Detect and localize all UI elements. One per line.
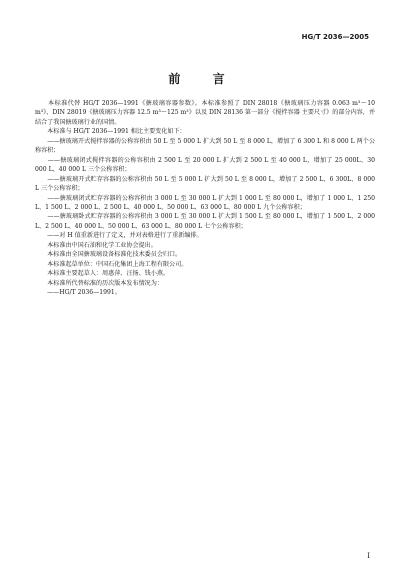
document-code: HG/T 2036—2005	[301, 33, 369, 41]
page-number: I	[367, 552, 370, 560]
paragraph-drafters: 本标准主要起草人：周惠萍、汪扬、钱小燕。	[35, 270, 170, 278]
paragraph-proposed-by: 本标准由中国石油和化学工业协会提出。	[35, 241, 157, 249]
paragraph-replaces: 本标准代替 HG/T 2036—1991《搪玻璃容器参数》。本标准参照了 DIN 28018《搪玻璃压力容器 0.063 m³～10 m³》、DIN 28019《搪玻璃压力容器 12.5 m³～125 m³》以及 DIN 28136 第一部分《搅拌容器 主要尺寸》的部分内容，并结合了我国搪玻璃行业的国情。	[35, 100, 375, 126]
change-item-open-agitated: ——搪玻璃开式搅拌容器的公称容积由 50 L 至 5 000 L 扩大到 50 L 至 8 000 L，增加了 6 300 L 和 8 000 L 两个公称容积；	[35, 137, 375, 155]
foreword-body	[35, 99, 375, 298]
change-item-horizontal-storage: ——搪玻璃卧式贮存容器的公称容积由 3 000 L 至 30 000 L 扩大到 1 500 L 至 80 000 L，增加了 1 500 L、2 000 L、2 500 L、40 000 L、50 000 L、63 000 L、80 000 L 七个公称容积；	[35, 213, 375, 230]
change-item-closed-agitated: ——搪玻璃闭式搅拌容器的公称容积由 2 500 L 至 20 000 L 扩大到 2 500 L 至 40 000 L，增加了 25 000L、30 000 L、40 000 L 三个公称容积；	[35, 156, 375, 174]
paragraph-changes-intro: 本标准与 HG/T 2036—1991 相比主要变化如下：	[35, 128, 186, 136]
paragraph-under-jurisdiction: 本标准由全国搪玻璃设备标准化技术委员会归口。	[35, 251, 182, 259]
paragraph-drafting-unit: 本标准起草单位：中国石化集团上海工程有限公司。	[35, 260, 188, 268]
change-item-closed-storage: ——搪玻璃闭式贮存容器的公称容积由 3 000 L 至 30 000 L 扩大到 1 000 L 至 80 000 L，增加了 1 000 L、1 250 L、1 500 L、2 000 L、2 500 L、40 000 L、50 000 L、63 000 L、80 000 L 九个公称容积；	[35, 194, 375, 211]
paragraph-history-intro: 本标准所代替标准的历次版本发布情况为：	[35, 279, 163, 287]
change-item-h-value: ——对 H 值重新进行了定义，并对表格进行了重新编排。	[35, 232, 203, 240]
paragraph-history-item: ——HG/T 2036—1991。	[35, 289, 121, 297]
change-item-open-storage: ——搪玻璃开式贮存容器的公称容积由 50 L 至 5 000 L 扩大到 50 L 至 8 000 L，增加了 2 500 L、6 300L、8 000 L 三个公称容积；	[35, 175, 375, 193]
page-title: 前 言	[168, 72, 239, 86]
